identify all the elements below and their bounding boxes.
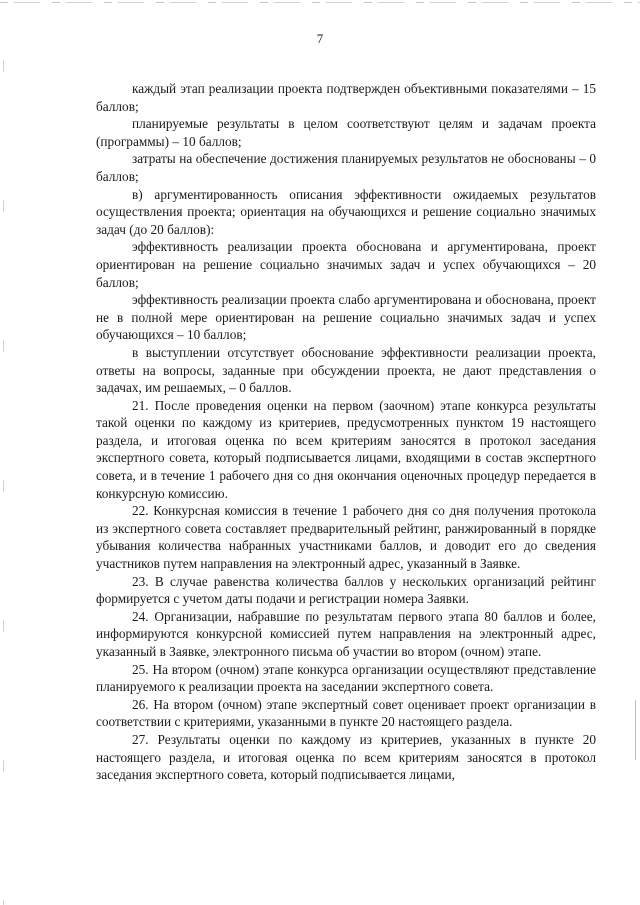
paragraph-item-27: 27. Результаты оценки по каждому из критериев, указанных в пункте 20 настоящего раздела, и итоговая оценка по всем критериям заносятся в протокол заседания экспертного совета, который подписывается лицами, [96, 731, 596, 783]
paragraph-item-26: 26. На втором (очном) этапе экспертный совет оценивает проект организации в соответствии с критериями, указанными в пункте 20 настоящего раздела. [96, 696, 596, 730]
paragraph-item-22: 22. Конкурсная комиссия в течение 1 рабочего дня со дня получения протокола из экспертного совета составляет предварительный рейтинг, ранжированный в порядке убывания количества набранных участниками баллов, и доводит его до сведения участников путем направления на электронный адрес, указанный в Заявке. [96, 503, 596, 572]
scan-edge-right [635, 0, 636, 905]
paragraph-effectiveness-0-points: в выступлении отсутствует обоснование эффективности реализации проекта, ответы на вопросы, заданные при обсуждении проекта, не дают представления о задачах, им решаемых, – 0 баллов. [96, 344, 596, 396]
paragraph-criteria-15-points: каждый этап реализации проекта подтвержден объективными показателями – 15 баллов; [96, 81, 596, 114]
paragraph-criteria-10-points: планируемые результаты в целом соответствуют целям и задачам проекта (программы) – 10 баллов; [96, 116, 596, 149]
paragraph-item-21: 21. После проведения оценки на первом (заочном) этапе конкурса результаты такой оценки по каждому из критериев, предусмотренных пунктом 19 настоящего раздела, и итоговая оценка по всем критериям заносятся в протокол заседания экспертного совета, который подписывается лицами, входящими в состав экспертного совета, и в течение 1 рабочего дня со дня окончания оценочных процедур передается в конкурсную комиссию. [96, 397, 596, 501]
paragraph-item-25: 25. На втором (очном) этапе конкурса организации осуществляют представление планируемого к реализации проекта на заседании экспертного совета. [96, 661, 596, 695]
paragraph-item-24: 24. Организации, набравшие по результатам первого этапа 80 баллов и более, информируются конкурсной комиссией путем направления на электронный адрес, указанный в Заявке, электронного письма об участии во втором (очном) этапе. [96, 608, 596, 659]
paragraph-effectiveness-20-points: эффективность реализации проекта обоснована и аргументирована, проект ориентирован на решение социально значимых задач и успех обучающихся – 20 баллов; [96, 239, 596, 290]
scan-edge-top [0, 2, 640, 3]
document-body [96, 80, 596, 784]
paragraph-item-23: 23. В случае равенства количества баллов у нескольких организаций рейтинг формируется с учетом даты подачи и регистрации номера Заявки. [96, 573, 596, 607]
scan-edge-left [3, 0, 4, 905]
page-number: 7 [316, 31, 324, 46]
paragraph-effectiveness-10-points: эффективность реализации проекта слабо аргументирована и обоснована, проект не в полной мере ориентирован на решение социально значимых задач и успех обучающихся – 10 баллов; [96, 292, 596, 343]
paragraph-criterion-v: в) аргументированность описания эффективности ожидаемых результатов осуществления проекта; ориентация на обучающихся и решение социально значимых задач (до 20 баллов): [96, 186, 596, 237]
paragraph-criteria-0-points: затраты на обеспечение достижения планируемых результатов не обоснованы – 0 баллов; [96, 151, 596, 184]
